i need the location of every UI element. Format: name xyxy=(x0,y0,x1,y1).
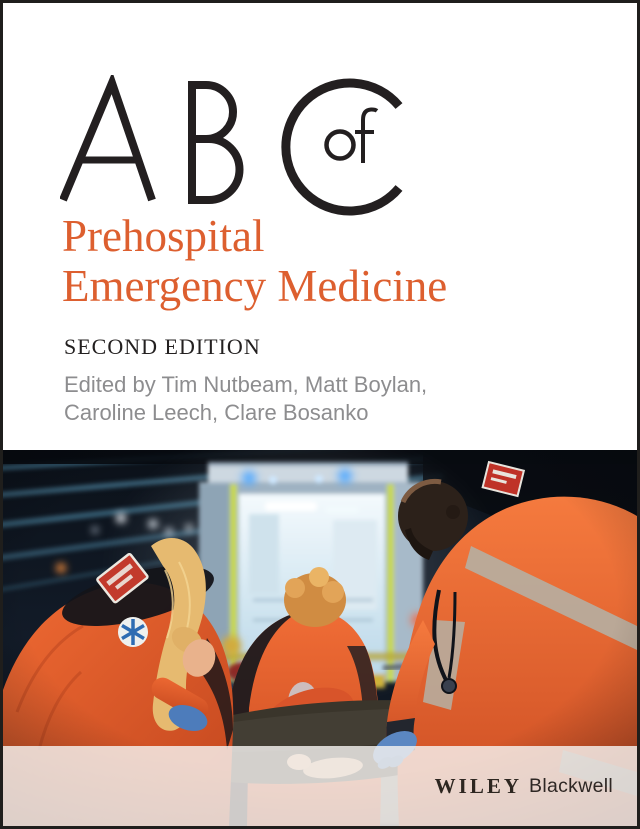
editors-line2: Caroline Leech, Clare Bosanko xyxy=(64,400,369,425)
letter-a xyxy=(63,83,152,200)
title-line1: Prehospital xyxy=(62,211,265,261)
of-o xyxy=(327,132,354,159)
abc-letters xyxy=(63,83,399,211)
title-line2: Emergency Medicine xyxy=(62,261,448,311)
abc-of-logo xyxy=(60,75,430,225)
letter-c xyxy=(286,83,399,211)
wiley-logo: WILEY xyxy=(434,773,523,798)
cover-photo xyxy=(3,450,637,826)
book-title xyxy=(62,211,447,311)
editors-line1: Edited by Tim Nutbeam, Matt Boylan, xyxy=(64,372,428,397)
of-word xyxy=(327,109,378,163)
publisher-band xyxy=(3,746,637,826)
editors xyxy=(64,371,427,427)
blackwell-logo: Blackwell xyxy=(529,774,613,797)
of-f-stem xyxy=(363,109,377,163)
edition-label: SECOND EDITION xyxy=(64,334,261,359)
